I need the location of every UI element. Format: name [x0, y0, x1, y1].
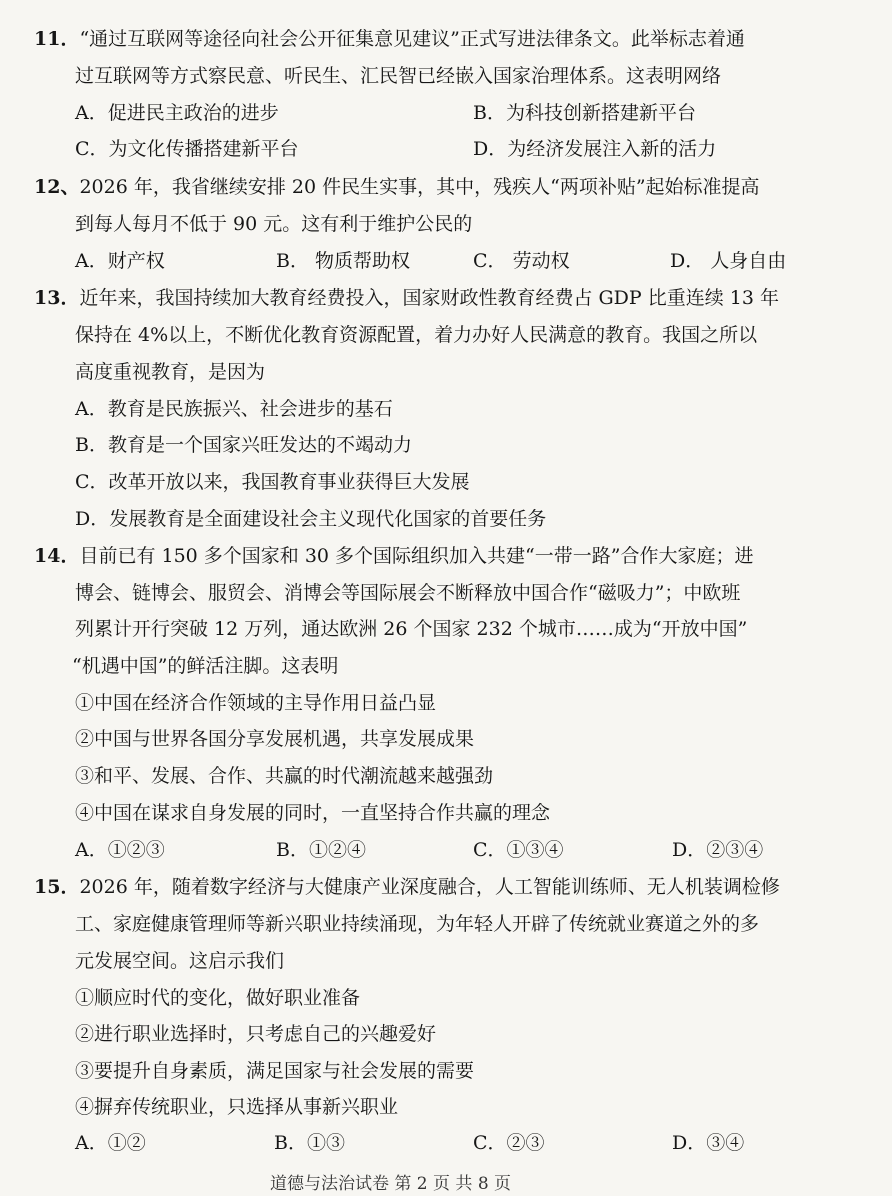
question-stem: 2026 年，随着数字经济与大健康产业深度融合，人工智能训练师、无人机装调检修 — [79, 876, 780, 898]
question-number: 15． — [34, 876, 80, 898]
question-stem: 目前已有 150 多个国家和 30 多个国际组织加入共建“一带一路”合作大家庭；进 — [79, 545, 754, 567]
question-stem: 元发展空间。这启示我们 — [75, 950, 285, 972]
option-b: B．①②④ — [276, 839, 366, 861]
option-b: B．教育是一个国家兴旺发达的不竭动力 — [75, 434, 412, 456]
question-stem: 列累计开行突破 12 万列，通达欧洲 26 个国家 232 个城市……成为“开放中国” — [75, 618, 748, 640]
statement-2: ②中国与世界各国分享发展机遇，共享发展成果 — [75, 728, 475, 750]
question-stem: 近年来，我国持续加大教育经费投入，国家财政性教育经费占 GDP 比重连续 13 年 — [79, 287, 779, 309]
option-d: D．为经济发展注入新的活力 — [473, 138, 717, 160]
option-a: A．①② — [75, 1132, 146, 1154]
question-stem: 过互联网等方式察民意、听民生、汇民智已经嵌入国家治理体系。这表明网络 — [75, 65, 722, 87]
question-number: 13． — [34, 287, 80, 309]
statement-3: ③和平、发展、合作、共赢的时代潮流越来越强劲 — [75, 765, 494, 787]
option-a: A．教育是民族振兴、社会进步的基石 — [75, 398, 393, 420]
question-stem: 高度重视教育，是因为 — [75, 361, 266, 383]
statement-1: ①顺应时代的变化，做好职业准备 — [75, 987, 361, 1009]
option-b: B．为科技创新搭建新平台 — [473, 102, 696, 124]
question-stem: 博会、链博会、服贸会、消博会等国际展会不断释放中国合作“磁吸力”；中欧班 — [75, 582, 741, 604]
question-stem: 工、家庭健康管理师等新兴职业持续涌现，为年轻人开辟了传统就业赛道之外的多 — [75, 913, 760, 935]
question-stem: “机遇中国”的鲜活注脚。这表明 — [72, 655, 339, 677]
option-c: C． 劳动权 — [473, 250, 570, 272]
question-stem: 到每人每月不低于 90 元。这有利于维护公民的 — [75, 213, 473, 235]
option-c: C．为文化传播搭建新平台 — [75, 138, 299, 160]
statement-2: ②进行职业选择时，只考虑自己的兴趣爱好 — [75, 1023, 437, 1045]
statement-1: ①中国在经济合作领域的主导作用日益凸显 — [75, 692, 437, 714]
question-stem: 2026 年，我省继续安排 20 件民生实事，其中，残疾人“两项补贴”起始标准提高 — [79, 176, 760, 198]
option-c: C．②③ — [473, 1132, 545, 1154]
option-a: A．①②③ — [75, 839, 165, 861]
option-d: D．②③④ — [672, 839, 764, 861]
option-d: D． 人身自由 — [670, 250, 787, 272]
statement-4: ④中国在谋求自身发展的同时，一直坚持合作共赢的理念 — [75, 802, 551, 824]
option-b: B． 物质帮助权 — [276, 250, 411, 272]
statement-4: ④摒弃传统职业，只选择从事新兴职业 — [75, 1096, 399, 1118]
option-d: D．③④ — [672, 1132, 745, 1154]
option-b: B．①③ — [274, 1132, 345, 1154]
page-footer: 道德与法治试卷 第 2 页 共 8 页 — [270, 1174, 512, 1194]
option-d: D．发展教育是全面建设社会主义现代化国家的首要任务 — [75, 508, 547, 530]
question-number: 14． — [34, 545, 80, 567]
question-number: 12、 — [34, 176, 80, 198]
question-number: 11． — [34, 28, 80, 50]
question-stem: 保持在 4%以上，不断优化教育资源配置，着力办好人民满意的教育。我国之所以 — [75, 324, 758, 346]
question-stem: “通过互联网等途径向社会公开征集意见建议”正式写进法律条文。此举标志着通 — [79, 28, 745, 50]
statement-3: ③要提升自身素质，满足国家与社会发展的需要 — [75, 1060, 475, 1082]
option-a: A．财产权 — [75, 250, 165, 272]
option-c: C．改革开放以来，我国教育事业获得巨大发展 — [75, 471, 470, 493]
option-a: A．促进民主政治的进步 — [75, 102, 279, 124]
option-c: C．①③④ — [473, 839, 564, 861]
